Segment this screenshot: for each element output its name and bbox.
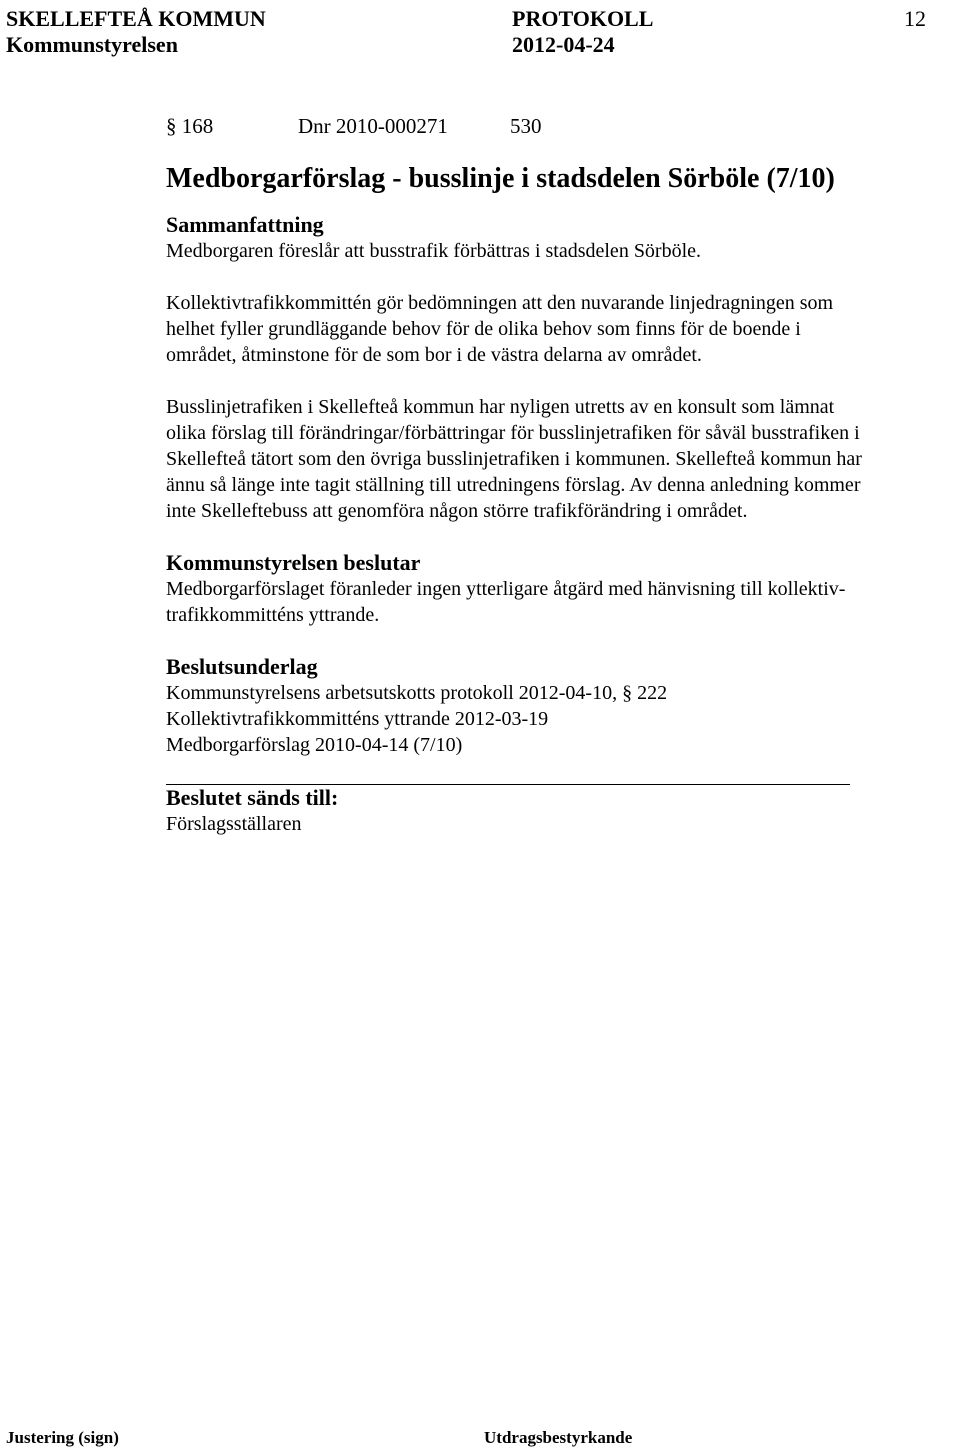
basis-item: Kommunstyrelsens arbetsutskotts protokoll 2012-04-10, § 222 [166, 682, 668, 704]
meeting-date: 2012-04-24 [512, 32, 615, 57]
text-line: olika förslag till förändringar/förbättringar för busslinjetrafiken för såväl busstrafiken i [166, 422, 860, 444]
text-line: Kollektivtrafikkommittén gör bedömningen att den nuvarande linjedragningen som [166, 292, 834, 314]
committee-name: Kommunstyrelsen [6, 32, 178, 57]
text-line: ännu så länge inte tagit ställning till utredningens förslag. Av denna anledning kommer [166, 474, 861, 496]
footer-signature-label: Justering (sign) [6, 1428, 119, 1447]
basis-item: Kollektivtrafikkommitténs yttrande 2012-03-19 [166, 708, 549, 730]
municipality-name: SKELLEFTEÅ KOMMUN [6, 6, 266, 31]
text-line: Busslinjetrafiken i Skellefteå kommun har nyligen utretts av en konsult som lämnat [166, 396, 835, 418]
document-title: Medborgarförslag - busslinje i stadsdelen Sörböle (7/10) [166, 163, 835, 194]
footer-certification-label: Utdragsbestyrkande [484, 1428, 633, 1447]
paragraph-number: § 168 [166, 114, 214, 138]
document-body [166, 112, 926, 837]
page-number: 12 [904, 6, 926, 31]
text-line: inte Skelleftebuss att genomföra någon större trafikförändring i området. [166, 500, 748, 522]
decision-heading: Kommunstyrelsen beslutar [166, 550, 421, 575]
recipients-heading: Beslutet sänds till: [166, 785, 339, 810]
summary-line: Medborgaren föreslår att busstrafik förbättras i stadsdelen Sörböle. [166, 240, 702, 262]
text-line: området, åtminstone för de som bor i de västra delarna av området. [166, 344, 702, 366]
basis-heading: Beslutsunderlag [166, 654, 318, 679]
diary-number: Dnr 2010-000271 [298, 114, 448, 138]
decision-line: trafikkommitténs yttrande. [166, 604, 380, 626]
document-type: PROTOKOLL [512, 6, 654, 31]
assessment-paragraph [166, 290, 926, 368]
archive-code: 530 [510, 114, 542, 138]
background-paragraph [166, 394, 926, 524]
decision-line: Medborgarförslaget föranleder ingen ytterligare åtgärd med hänvisning till kollektiv- [166, 578, 846, 600]
basis-item: Medborgarförslag 2010-04-14 (7/10) [166, 734, 463, 756]
recipient-item: Förslagsställaren [166, 813, 302, 835]
text-line: Skellefteå tätort som den övriga busslinjetrafiken i kommunen. Skellefteå kommun har [166, 448, 862, 470]
summary-heading: Sammanfattning [166, 212, 324, 237]
text-line: helhet fyller grundläggande behov för de olika behov som finns för de boende i [166, 318, 801, 340]
paragraph-reference [166, 112, 926, 140]
